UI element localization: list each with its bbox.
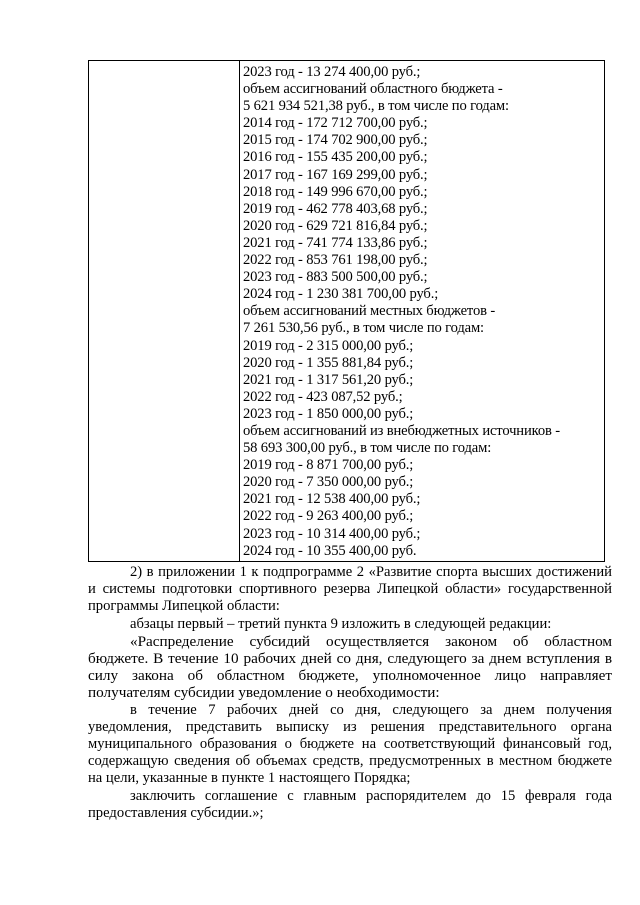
table-line: 2019 год - 462 778 403,68 руб.; [243, 200, 428, 217]
table-line: 2022 год - 853 761 198,00 руб.; [243, 252, 428, 269]
table-line: 2020 год - 1 355 881,84 руб.; [243, 354, 414, 371]
table-column-divider [239, 61, 240, 561]
table-line: 2018 год - 149 996 670,00 руб.; [243, 183, 428, 200]
table-line: 58 693 300,00 руб., в том числе по годам: [243, 440, 492, 457]
table-line: 2016 год - 155 435 200,00 руб.; [243, 149, 428, 166]
paragraph-within-7-days: в течение 7 рабочих дней со дня, следующего за днем получения уведомления, представить выписку из решения представительного органа муниципального образования о бюджете на соответствующий финансовый год, содержащую сведения об объемах средств, предусмотренных в местном бюджете на цели, указанные в пункте 1 настоящего Порядка; [88, 701, 612, 787]
document-body [88, 564, 612, 822]
paragraph-distribution: «Распределение субсидий осуществляется законом об областном бюджете. В течение 10 рабочих дней со дня, следующего за днем вступления в силу закона об областном бюджете, уполномоченное лицо направляет получателям субсидии уведомление о необходимости: [88, 632, 612, 702]
table-line: объем ассигнований из внебюджетных источников - [243, 422, 560, 439]
table-line: 2024 год - 10 355 400,00 руб. [243, 542, 417, 559]
table-line: объем ассигнований областного бюджета - [243, 81, 503, 98]
paragraph-amendment-2: 2) в приложении 1 к подпрограмме 2 «Развитие спорта высших достижений и системы подготовки спортивного резерва Липецкой области» государственной программы Липецкой области: [88, 564, 612, 615]
table-line: 5 621 934 521,38 руб., в том числе по годам: [243, 98, 509, 115]
paragraph-instruction: абзацы первый – третий пункта 9 изложить в следующей редакции: [130, 615, 552, 632]
table-line: 2020 год - 629 721 816,84 руб.; [243, 217, 428, 234]
paragraph-agreement: заключить соглашение с главным распорядителем до 15 февраля года предоставления субсидии.»; [88, 787, 612, 821]
table-line: 2023 год - 1 850 000,00 руб.; [243, 405, 414, 422]
table-line: 2014 год - 172 712 700,00 руб.; [243, 115, 428, 132]
table-line: 2021 год - 1 317 561,20 руб.; [243, 371, 414, 388]
table-line: 2019 год - 2 315 000,00 руб.; [243, 337, 414, 354]
table-line: 2015 год - 174 702 900,00 руб.; [243, 132, 428, 149]
table-line: 2022 год - 9 263 400,00 руб.; [243, 508, 414, 525]
table-line: 2017 год - 167 169 299,00 руб.; [243, 166, 428, 183]
table-line: 2024 год - 1 230 381 700,00 руб.; [243, 286, 439, 303]
table-line: 2023 год - 10 314 400,00 руб.; [243, 525, 421, 542]
table-line: 2021 год - 741 774 133,86 руб.; [243, 234, 428, 251]
table-line: объем ассигнований местных бюджетов - [243, 303, 496, 320]
table-line: 2023 год - 13 274 400,00 руб.; [243, 64, 421, 80]
table-line: 7 261 530,56 руб., в том числе по годам: [243, 320, 484, 337]
financing-table-cell [243, 64, 600, 560]
table-line: 2022 год - 423 087,52 руб.; [243, 388, 403, 405]
table-line: 2020 год - 7 350 000,00 руб.; [243, 474, 414, 491]
table-line: 2023 год - 883 500 500,00 руб.; [243, 269, 428, 286]
table-line: 2019 год - 8 871 700,00 руб.; [243, 457, 414, 474]
table-line: 2021 год - 12 538 400,00 руб.; [243, 491, 421, 508]
financing-table [88, 60, 605, 562]
